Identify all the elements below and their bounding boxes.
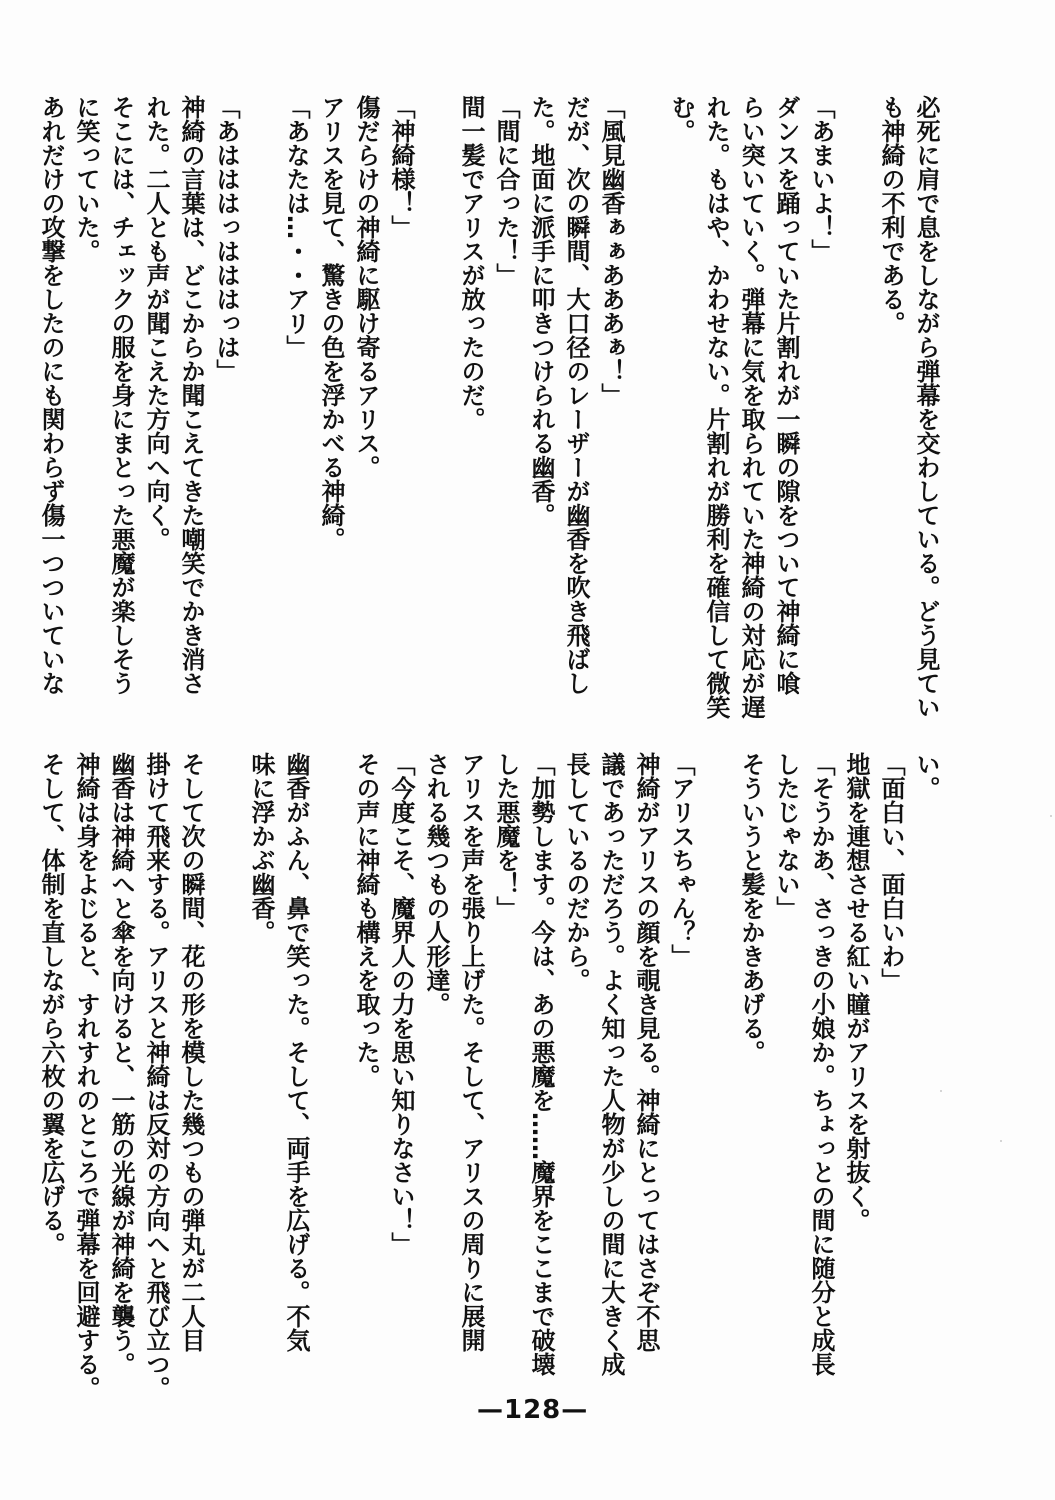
text-column: らい突いていく。弾幕に気を取られていた神綺の対応が遅 xyxy=(737,95,765,719)
text-column: 「風見幽香ぁぁあああぁ！」 xyxy=(597,95,625,407)
text-column: い。 xyxy=(912,752,940,800)
text-column: 「そうかあ、さっきの小娘か。ちょっとの間に随分と成長 xyxy=(807,752,835,1376)
text-column: 「面白い、面白いわ」 xyxy=(877,752,905,992)
scan-speck xyxy=(1050,815,1052,817)
text-column: む。 xyxy=(667,95,695,143)
text-column: 傷だらけの神綺に駆け寄るアリス。 xyxy=(352,95,380,479)
text-column: も神綺の不利である。 xyxy=(877,95,905,335)
text-column: アリスを声を張り上げた。そして、アリスの周りに展開 xyxy=(457,752,485,1352)
text-column: 「アリスちゃん？」 xyxy=(667,752,695,968)
text-column: 幽香がふん、鼻で笑った。そして、両手を広げる。不気 xyxy=(282,752,310,1352)
text-column: した悪魔を！」 xyxy=(492,752,520,920)
text-column: 間一髪でアリスが放ったのだ。 xyxy=(457,95,485,431)
text-column: 「あなたは…・・アリ」 xyxy=(282,95,310,359)
text-column: 味に浮かぶ幽香。 xyxy=(247,752,275,944)
text-column: そういうと髪をかきあげる。 xyxy=(737,752,765,1064)
text-column: そこには、チェックの服を身にまとった悪魔が楽しそう xyxy=(107,95,135,695)
text-column: ダンスを踊っていた片割れが一瞬の隙をついて神綺に喰 xyxy=(772,95,800,695)
text-column: そして、体制を直しながら六枚の翼を広げる。 xyxy=(37,752,65,1256)
page-number: —128— xyxy=(477,1395,589,1425)
text-column: 「今度こそ、魔界人の力を思い知りなさい！」 xyxy=(387,752,415,1256)
upper-text-block xyxy=(33,95,943,719)
text-column: だが、次の瞬間、大口径のレーザーが幽香を吹き飛ばし xyxy=(562,95,590,695)
text-column: 「あまいよ！」 xyxy=(807,95,835,263)
text-column: 神綺がアリスの顔を覗き見る。神綺にとってはさぞ不思 xyxy=(632,752,660,1352)
text-column: 地獄を連想させる紅い瞳がアリスを射抜く。 xyxy=(842,752,870,1232)
scan-speck xyxy=(1000,1140,1002,1142)
text-column: に笑っていた。 xyxy=(72,95,100,263)
text-column xyxy=(243,95,278,715)
text-column: 議であっただろう。よく知った人物が少しの間に大きく成 xyxy=(597,752,625,1376)
text-column xyxy=(838,95,873,715)
scan-speck xyxy=(940,1090,942,1092)
text-column: 神綺の言葉は、どこからか聞こえてきた嘲笑でかき消さ xyxy=(177,95,205,695)
text-column: た。地面に派手に叩きつけられる幽香。 xyxy=(527,95,555,527)
text-column xyxy=(313,752,348,1402)
text-column: 「神綺様！」 xyxy=(387,95,415,239)
text-column xyxy=(208,752,243,1402)
text-column: アリスを見て、驚きの色を浮かべる神綺。 xyxy=(317,95,345,551)
lower-text-block xyxy=(33,752,943,1402)
text-column: 幽香は神綺へと傘を向けると、一筋の光線が神綺を襲う。 xyxy=(107,752,135,1376)
text-column: 長しているのだから。 xyxy=(562,752,590,992)
text-column: その声に神綺も構えを取った。 xyxy=(352,752,380,1088)
text-column: 「加勢します。今は、あの悪魔を……魔界をここまで破壊 xyxy=(527,752,555,1376)
text-column: 「間に合った！」 xyxy=(492,95,520,287)
text-column: れた。もはや、かわせない。片割れが勝利を確信して微笑 xyxy=(702,95,730,719)
text-column xyxy=(698,752,733,1402)
text-column: れた。二人とも声が聞こえた方向へ向く。 xyxy=(142,95,170,551)
text-column: あれだけの攻撃をしたのにも関わらず傷一つついていな xyxy=(37,95,65,695)
text-column: 神綺は身をよじると、すれすれのところで弾幕を回避する。 xyxy=(72,752,100,1400)
text-column xyxy=(628,95,663,715)
text-column: そして次の瞬間、花の形を模した幾つもの弾丸が二人目 xyxy=(177,752,205,1352)
text-column xyxy=(418,95,453,715)
text-column: 必死に肩で息をしながら弾幕を交わしている。どう見てい xyxy=(912,95,940,719)
text-column: 掛けて飛来する。アリスと神綺は反対の方向へと飛び立つ。 xyxy=(142,752,170,1400)
text-column: される幾つもの人形達。 xyxy=(422,752,450,1016)
text-column: 「あはははっはははっは」 xyxy=(212,95,240,383)
text-column: したじゃない」 xyxy=(772,752,800,920)
